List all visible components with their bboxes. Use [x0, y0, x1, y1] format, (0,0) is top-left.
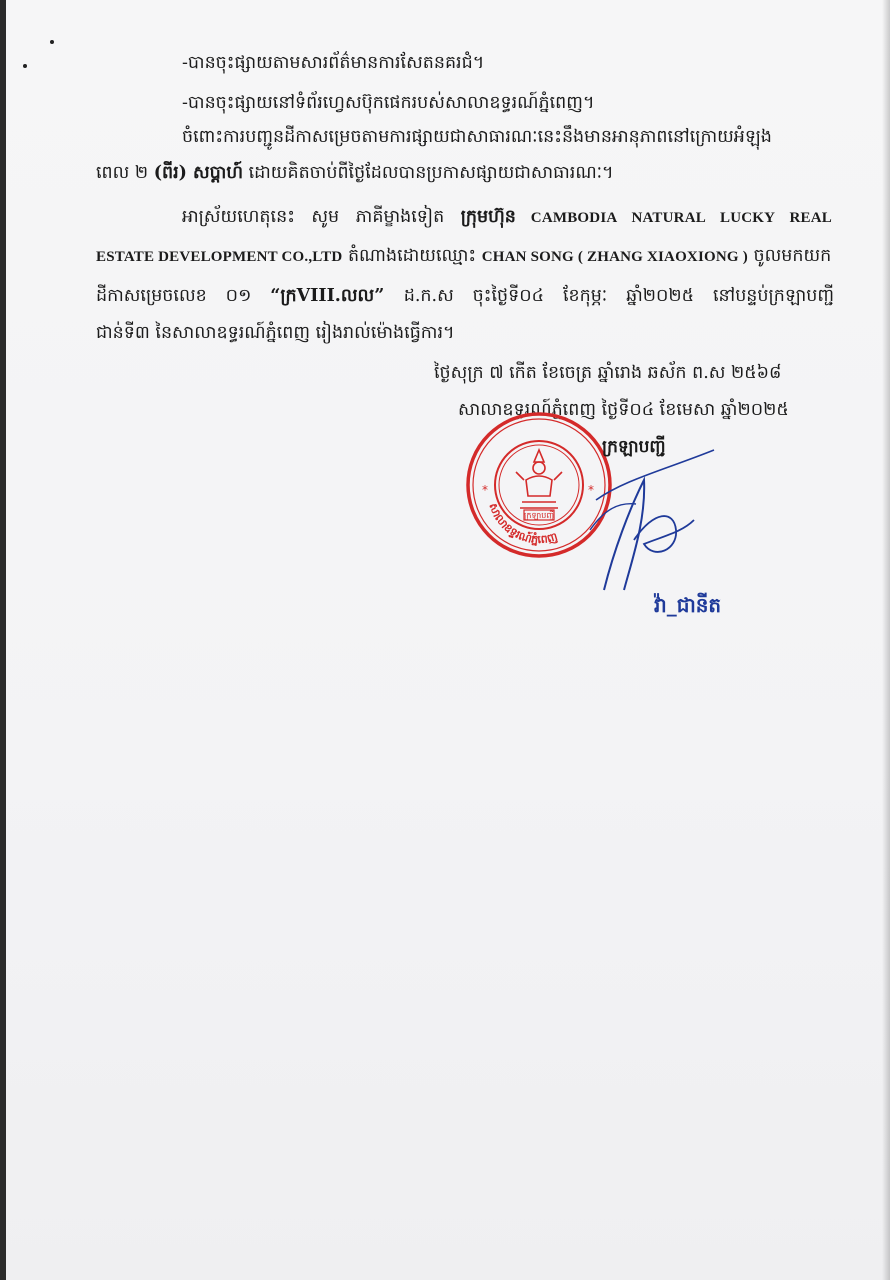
paragraph-effect-line-1: ចំពោះការបញ្ជូនដីកាសម្រេចតាមការផ្សាយជាសាធារណៈនេះនឹងមានអានុភាពនៅក្រោយអំឡុង [182, 127, 772, 147]
date-lunar: ថ្ងៃសុក្រ ៧ កើត ខែចេត្រ ឆ្នាំរោង ឆស័ក ព.ស ២៥៦៨ [434, 363, 782, 383]
paragraph-summons-line-4: ជាន់ទី៣ នៃសាលាឧទ្ធរណ៍ភ្នំពេញ រៀងរាល់ម៉ោងធ្វើការ។ [96, 323, 455, 343]
signer-name: វ៉ា_ជានីត [654, 593, 722, 617]
speck [23, 64, 27, 68]
official-title: ក្រឡាបញ្ជី [602, 437, 666, 457]
speck [50, 40, 54, 44]
seal-deity-emblem [516, 450, 562, 508]
paragraph-summons-line-2: ESTATE DEVELOPMENT CO.,LTD តំណាងដោយឈ្មោះ CHAN SONG ( ZHANG XIAOXIONG ) ចូលមកយក [96, 246, 832, 266]
seal-inner-text: ក្រឡាបញ្ជី [524, 511, 554, 520]
paragraph-summons-line-3: ដីកាសម្រេចលេខ ០១ “ក្រVIII.លល” ដ.ក.ស ចុះថ្ងៃទី០៤ ខែកុម្ភៈ ឆ្នាំ២០២៥ នៅបន្ទប់ក្រឡាបញ្ជី [96, 286, 834, 306]
svg-text:*: * [482, 483, 488, 497]
paragraph-effect-line-2: ពេល ២ (ពីរ) សប្តាហ៍ ដោយគិតចាប់ពីថ្ងៃដែលបានប្រកាសផ្សាយជាសាធារណៈ។ [96, 163, 614, 183]
seal-outer-text: សាលាឧទ្ធរណ៍ភ្នំពេញ [486, 501, 560, 547]
paragraph-bullet-facebook: -បានចុះផ្សាយនៅទំព័រហ្វេសប៊ុកផេករបស់សាលាឧទ្ធរណ៍ភ្នំពេញ។ [182, 93, 595, 113]
date-solar: សាលាឧទ្ធរណ៍ភ្នំពេញ ថ្ងៃទី០៤ ខែមេសា ឆ្នាំ២០២៥ [458, 400, 789, 420]
signature [584, 440, 724, 600]
svg-text:*: * [588, 483, 594, 497]
paragraph-bullet-newspaper: -បានចុះផ្សាយតាមសារព័ត៌មានការសែតនគរជំ។ [182, 53, 485, 73]
paragraph-summons-line-1: អាស្រ័យហេតុនេះ សូម ភាគីម្ខាងទៀត ក្រុមហ៊ុន CAMBODIA NATURAL LUCKY REAL [182, 207, 832, 227]
